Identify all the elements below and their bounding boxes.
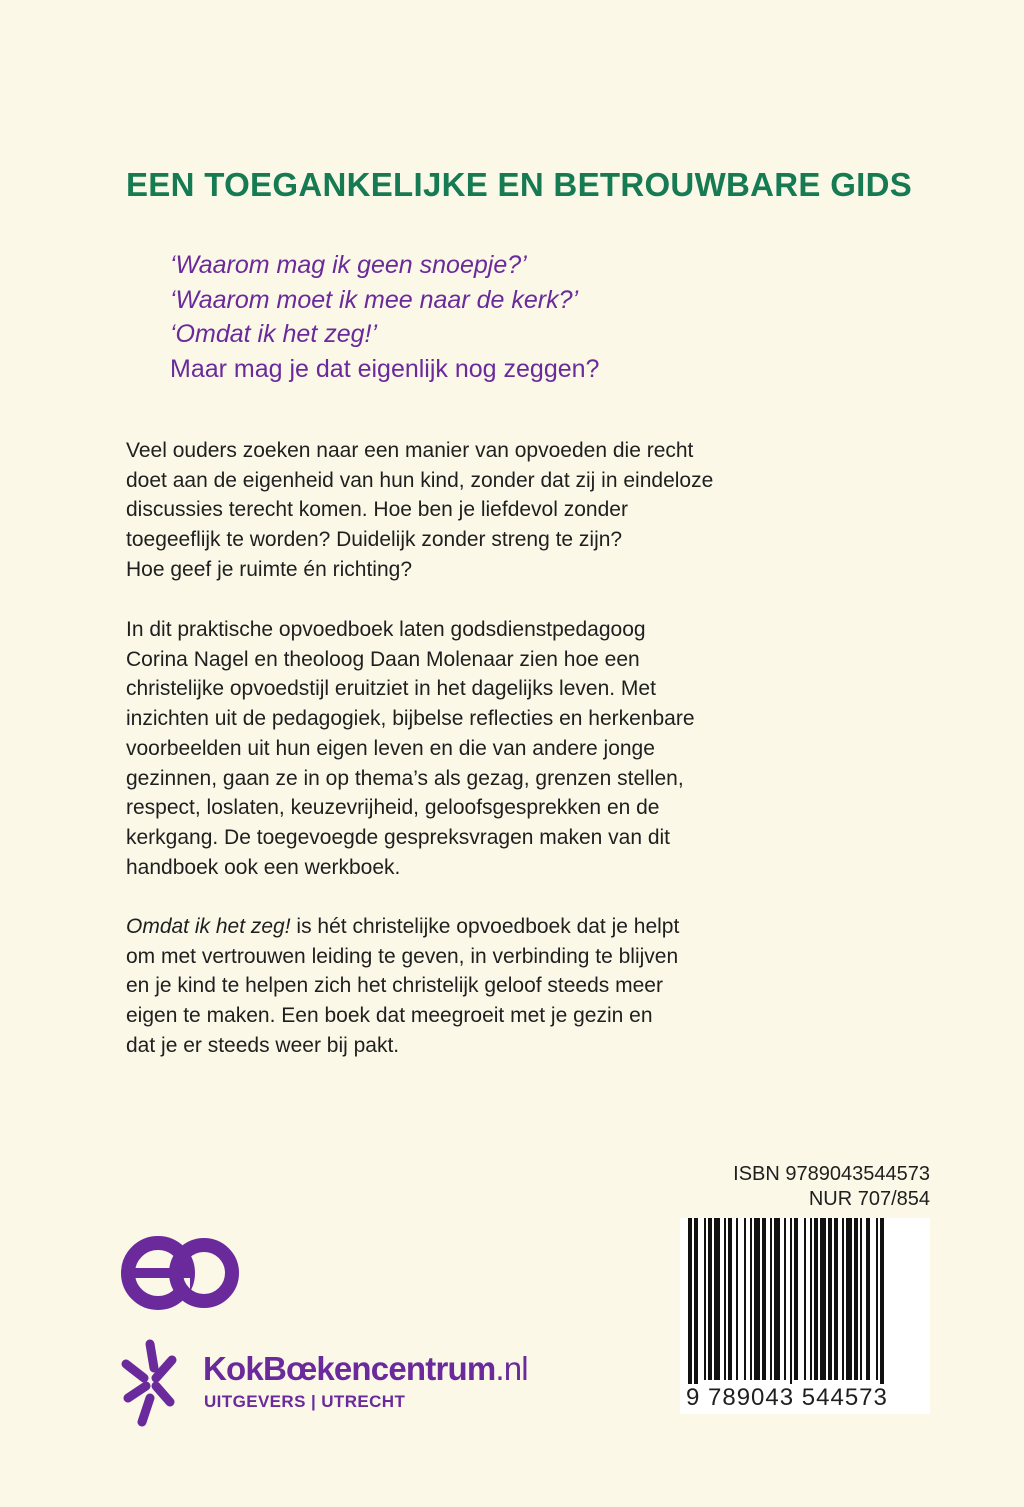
kok-publisher-logo-icon (120, 1338, 178, 1428)
text-line: dat je er steeds weer bij pakt. (126, 1033, 400, 1057)
quote-line: ‘Waarom mag ik geen snoepje?’ (170, 251, 527, 279)
quote-block (170, 248, 890, 386)
barcode-bar (794, 1218, 798, 1380)
text-line (126, 912, 826, 942)
barcode-bar (714, 1218, 720, 1380)
description-paragraph (126, 615, 826, 882)
text-line: Hoe geef je ruimte én richting? (126, 557, 412, 581)
text-line: christelijke opvoedstijl eruitziet in het dagelijks leven. Met (126, 677, 656, 701)
text-line: handboek ook een werkboek. (126, 855, 401, 879)
barcode-bar (694, 1218, 698, 1388)
barcode-bar (790, 1218, 792, 1388)
barcode-bar (820, 1218, 826, 1380)
barcode-bar (762, 1218, 766, 1380)
closing-paragraph (126, 912, 826, 1061)
nur-code: NUR 707/854 (808, 1188, 930, 1210)
text-line: gezinnen, gaan ze in op thema’s als gezag, grenzen stellen, (126, 766, 684, 790)
barcode-bar (724, 1218, 726, 1380)
publisher-name (203, 1350, 528, 1388)
barcode-bar (708, 1218, 712, 1380)
publisher-subtitle: UITGEVERS | UTRECHT (204, 1392, 406, 1411)
barcode-bar (728, 1218, 732, 1380)
barcode-bar (754, 1218, 760, 1380)
text-line: toegeeflijk te worden? Duidelijk zonder streng te zijn? (126, 528, 623, 552)
text-line: om met vertrouwen leiding te geven, in verbinding te blijven (126, 944, 679, 968)
quote-question: Maar mag je dat eigenlijk nog zeggen? (170, 354, 600, 383)
barcode-bar (846, 1218, 852, 1380)
text-line: eigen te maken. Een boek dat meegroeit met je gezin en (126, 1004, 653, 1028)
barcode-bar (770, 1218, 772, 1380)
barcode-bar (834, 1218, 838, 1380)
text-line: discussies terecht komen. Hoe ben je liefdevol zonder (126, 498, 628, 522)
barcode-bars (688, 1218, 924, 1388)
barcode-bar (854, 1218, 858, 1380)
barcode-bar (814, 1218, 818, 1380)
back-cover-heading: EEN TOEGANKELIJKE EN BETROUWBARE GIDS (126, 166, 913, 203)
text-line: inzichten uit de pedagogiek, bijbelse reflecties en herkenbare (126, 707, 695, 731)
quote-line: ‘Omdat ik het zeg!’ (170, 320, 378, 348)
text-line: Veel ouders zoeken naar een manier van opvoeden die recht (126, 439, 694, 462)
eo-logo-icon (120, 1235, 242, 1311)
barcode-digits: 9 789043 544573 (686, 1384, 926, 1412)
barcode-bar (876, 1218, 878, 1380)
barcode-bar (804, 1218, 806, 1380)
text-line: In dit praktische opvoedboek laten godsdienstpedagoog (126, 618, 646, 641)
publisher-name-bold: KokBœkencentrum (203, 1350, 496, 1387)
barcode-bar (866, 1218, 870, 1380)
text-line: kerkgang. De toegevoegde gespreksvragen maken van dit (126, 825, 671, 849)
publisher-name-suffix: .nl (495, 1350, 528, 1387)
isbn-number: ISBN 9789043544573 (733, 1163, 930, 1185)
barcode-bar (828, 1218, 832, 1380)
barcode-bar (784, 1218, 786, 1380)
barcode-bar (736, 1218, 738, 1380)
barcode-bar (842, 1218, 844, 1380)
text-line: doet aan de eigenheid van hun kind, zonder dat zij in eindeloze (126, 468, 714, 492)
barcode-bar (880, 1218, 884, 1388)
isbn-block (733, 1162, 930, 1212)
intro-paragraph (126, 436, 826, 585)
barcode-bar (774, 1218, 780, 1380)
text-line: voorbeelden uit hun eigen leven en die van andere jonge (126, 736, 655, 760)
quote-line: ‘Waarom moet ik mee naar de kerk?’ (170, 285, 579, 314)
text-span: is hét christelijke opvoedboek dat je helpt (290, 915, 680, 938)
barcode-bar (688, 1218, 692, 1388)
text-line: en je kind te helpen zich het christelijk geloof steeds meer (126, 974, 663, 998)
text-line: respect, loslaten, keuzevrijheid, geloofsgesprekken en de (126, 796, 660, 820)
barcode-bar (860, 1218, 862, 1380)
barcode-bar (704, 1218, 706, 1380)
barcode-bar (810, 1218, 812, 1380)
barcode-bar (744, 1218, 746, 1380)
barcode-bar (750, 1218, 752, 1380)
book-title-italic: Omdat ik het zeg! (126, 915, 291, 938)
text-line: Corina Nagel en theoloog Daan Molenaar zien hoe een (126, 647, 640, 671)
